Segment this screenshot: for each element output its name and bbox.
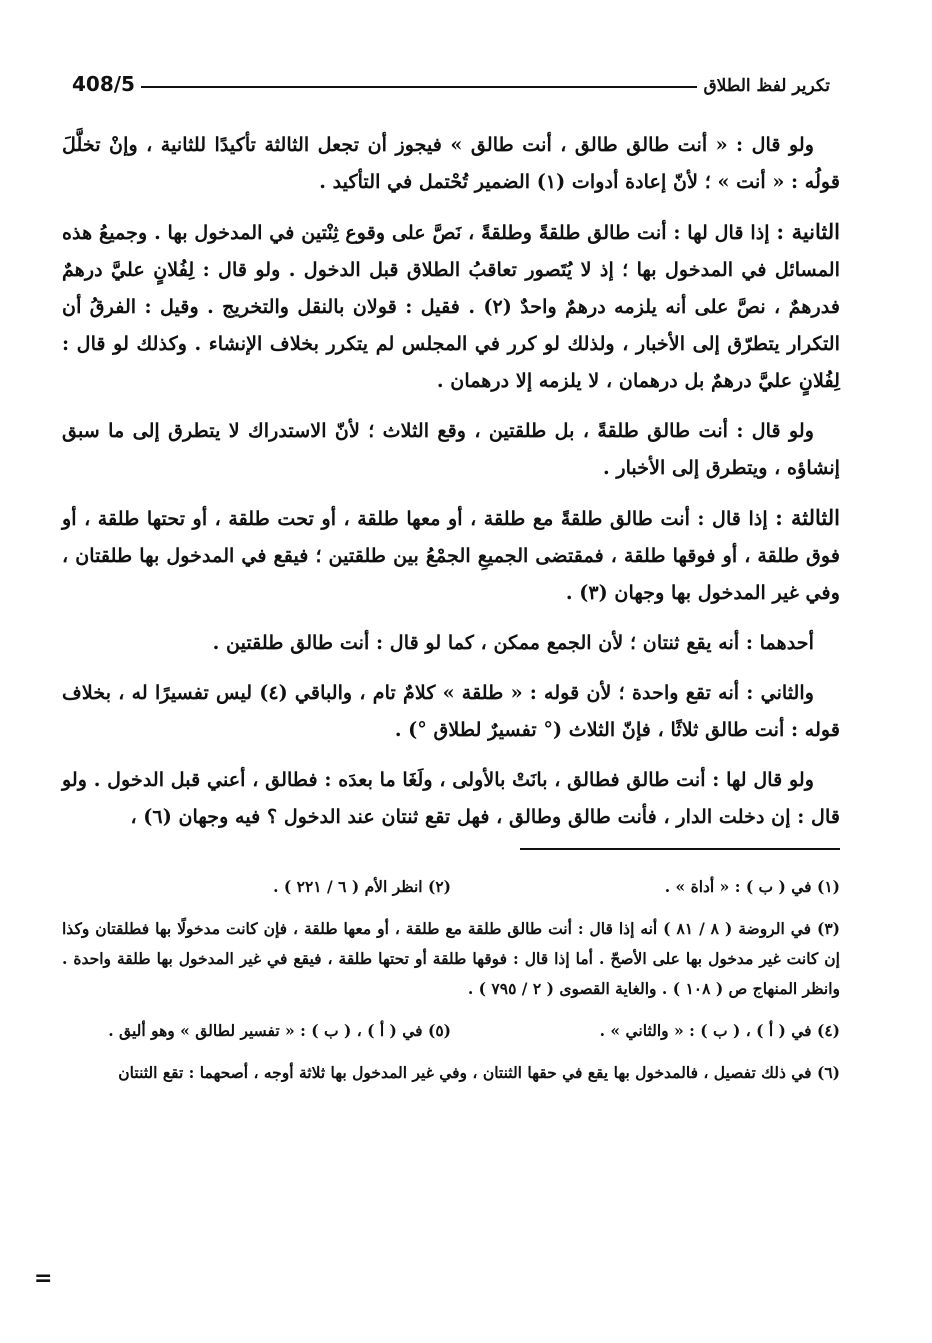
book-page xyxy=(62,62,840,1100)
paragraph xyxy=(62,624,840,661)
header-rule xyxy=(141,86,697,88)
section-lead: الثالثة : xyxy=(775,505,840,530)
footnote-row xyxy=(62,872,840,902)
paragraph xyxy=(62,213,840,399)
paragraph-text: إذا قال لها : أنت طالق طلقةً وطلقةً ، نَصَّ على وقوع ثِنْتين في المدخول بها . وجميعُ هذه المسائل في المدخول بها ؛ إذ لا يُتَصور تعاقبُ الطلاق قبل الدخول . ولو قال : لِفُلانٍ عليَّ درهمٌ فدرهمٌ ، نصَّ على أنه يلزمه درهمٌ واحدٌ (٢) . فقيل : قولان بالنقل والتخريج . وقيل : الفرقُ أن التكرار يتطرّق إلى الأخبار ، ولذلك لو كرر في المجلس لم يتكرر بخلاف الإنشاء . وكذلك لو قال : لِفُلانٍ عليَّ درهمٌ بل درهمان ، لا يلزمه إلا درهمان . xyxy=(62,221,841,392)
page-number: 408/5 xyxy=(72,72,135,96)
paragraph xyxy=(62,412,840,486)
paragraph xyxy=(62,126,840,200)
footnote-row xyxy=(62,1016,840,1046)
footnotes xyxy=(62,872,840,1088)
paragraph xyxy=(62,674,840,748)
paragraph-text: إذا قال : أنت طالق طلقةً مع طلقة ، أو معها طلقة ، أو تحت طلقة ، أو تحتها طلقة ، أو فوق طلقة ، أو فوقها طلقة ، فمقتضى الجميعِ الجمْعُ بين طلقتين ؛ فيقع في المدخول بها طلقتان ، وفي غير المدخول بها وجهان (٣) . xyxy=(62,507,840,604)
footnote-4: (٤) في ( أ ) ، ( ب ) : « والثاني » . xyxy=(599,1021,840,1040)
paragraph xyxy=(62,761,840,835)
paragraph-text: والثاني : أنه تقع واحدة ؛ لأن قوله : « طلقة » كلامٌ تام ، والباقي (٤) ليس تفسيرًا له ، بخلاف قوله : أنت طالق ثلاثًا ، فإنّ الثلاث (° تفسيرٌ لطلاق °) . xyxy=(62,681,840,741)
footnote-1: (١) في ( ب ) : « أداة » . xyxy=(664,877,840,896)
paragraph-text: أحدهما : أنه يقع ثنتان ؛ لأن الجمع ممكن ، كما لو قال : أنت طالق طلقتين . xyxy=(212,631,814,654)
footnote-3: (٣) في الروضة ( ٨ / ٨١ ) أنه إذا قال : أنت طالق طلقة مع طلقة ، أو معها طلقة ، فإن كانت مدخولًا بها فطلقتان وكذا إن كانت غير مدخول بها على الأصحّ . أما إذا قال : فوقها طلقة أو تحتها طلقة ، فيقع في غير المدخول بها طلقة واحدة . وانظر المنهاج ص ( ١٠٨ ) . والغاية القصوى ( ٢ / ٧٩٥ ) . xyxy=(62,919,840,998)
footnote-separator xyxy=(520,848,840,850)
paragraph-text: ولو قال : أنت طالق طلقةً ، بل طلقتين ، وقع الثلاث ؛ لأنّ الاستدراك لا يتطرق إلى ما سبق إنشاؤه ، ويتطرق إلى الأخبار . xyxy=(62,419,840,479)
footnote-6: (٦) في ذلك تفصيل ، فالمدخول بها يقع في حقها الثنتان ، وفي غير المدخول بها ثلاثة أوجه ، أصحهما : تقع الثنتان xyxy=(118,1063,840,1082)
continuation-mark: = xyxy=(34,1266,53,1291)
paragraph-text: ولو قال : « أنت طالق طالق ، أنت طالق » فيجوز أن تجعل الثالثة تأكيدًا للثانية ، وإنْ تخلَّلَ قولُه : « أنت » ؛ لأنّ إعادة أدوات (١) الضمير تُحْتمل في التأكيد . xyxy=(62,133,840,193)
paragraph-text: ولو قال لها : أنت طالق فطالق ، بانَتْ بالأولى ، ولَغَا ما بعدَه : فطالق ، أعني قبل الدخول . ولو قال : إن دخلت الدار ، فأنت طالق وطالق ، فهل تقع ثنتان عند الدخول ؟ فيه وجهان (٦) ، xyxy=(62,768,840,828)
footnote-2: (٢) انظر الأم ( ٦ / ٢٢١ ) . xyxy=(273,877,451,896)
section-lead: الثانية : xyxy=(776,219,840,244)
main-text xyxy=(62,126,840,835)
paragraph xyxy=(62,499,840,611)
chapter-title: تكرير لفظ الطلاق xyxy=(703,76,830,96)
running-header xyxy=(62,62,840,96)
footnote-5: (٥) في ( أ ) ، ( ب ) : « تفسير لطالق » وهو أليق . xyxy=(108,1021,451,1040)
